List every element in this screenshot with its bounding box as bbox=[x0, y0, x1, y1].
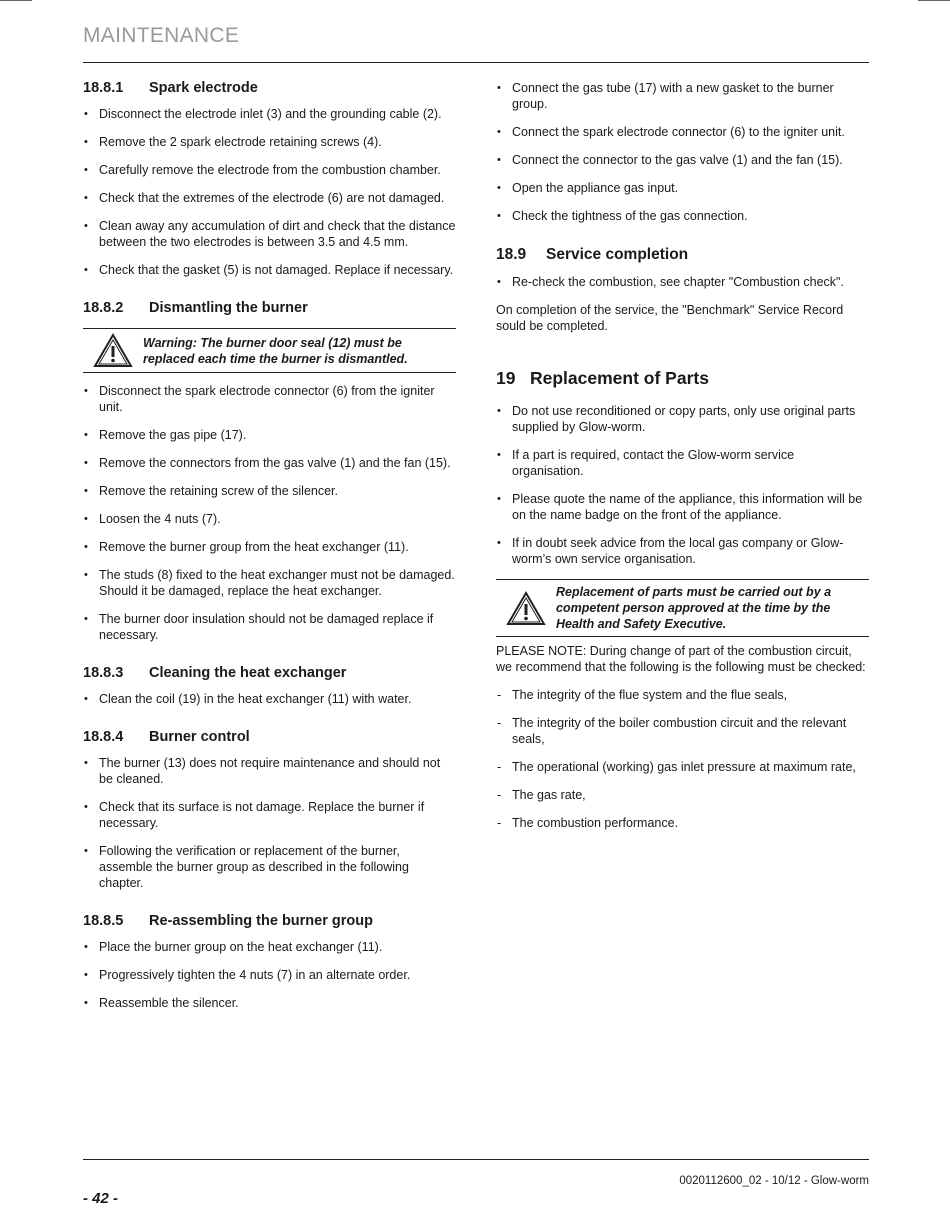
reassembly-continued-list bbox=[496, 80, 869, 224]
list-item: • Remove the burner group from the heat exchanger (11). bbox=[83, 539, 456, 555]
list-item: • Clean away any accumulation of dirt and check that the distance between the two electrodes is between 3.5 and 4.5 mm. bbox=[83, 218, 456, 250]
list-item: • Loosen the 4 nuts (7). bbox=[83, 511, 456, 527]
section-18-8-4-heading bbox=[83, 729, 456, 745]
list-item: • Do not use reconditioned or copy parts, only use original parts supplied by Glow-worm. bbox=[496, 403, 869, 435]
list-item: • Connect the spark electrode connector (6) to the igniter unit. bbox=[496, 124, 869, 140]
section-title: Re-assembling the burner group bbox=[149, 913, 373, 929]
warning-text: Replacement of parts must be carried out by a competent person approved at the time by the Health and Safety Executive. bbox=[556, 585, 832, 631]
list-item: • Remove the 2 spark electrode retaining screws (4). bbox=[83, 134, 456, 150]
dismantling-burner-list bbox=[83, 383, 456, 643]
section-18-8-5-heading bbox=[83, 913, 456, 929]
section-number: 18.9 bbox=[496, 246, 527, 263]
list-item: • Connect the connector to the gas valve (1) and the fan (15). bbox=[496, 152, 869, 168]
footer-divider bbox=[83, 1159, 869, 1160]
list-item: • Please quote the name of the appliance, this information will be on the name badge on the front of the appliance. bbox=[496, 491, 869, 523]
list-item: • Re-check the combustion, see chapter "Combustion check". bbox=[496, 274, 869, 290]
list-item: • The studs (8) fixed to the heat exchanger must not be damaged. Should it be damaged, replace the heat exchanger. bbox=[83, 567, 456, 599]
please-note-paragraph: PLEASE NOTE: During change of part of the combustion circuit, we recommend that the following is the following must be checked: bbox=[496, 644, 866, 674]
list-item: • Check that its surface is not damage. Replace the burner if necessary. bbox=[83, 799, 456, 831]
list-item: • The burner (13) does not require maintenance and should not be cleaned. bbox=[83, 755, 456, 787]
list-item: • Place the burner group on the heat exchanger (11). bbox=[83, 939, 456, 955]
list-item: • Carefully remove the electrode from the combustion chamber. bbox=[83, 162, 456, 178]
burner-seal-warning bbox=[83, 328, 456, 373]
page-header-title: MAINTENANCE bbox=[83, 24, 240, 47]
list-item: • Remove the connectors from the gas valve (1) and the fan (15). bbox=[83, 455, 456, 471]
section-18-8-3-heading bbox=[83, 665, 456, 681]
competent-person-warning bbox=[496, 579, 869, 637]
section-number: 18.8.1 bbox=[83, 80, 124, 96]
section-title: Dismantling the burner bbox=[149, 300, 308, 316]
section-title: Replacement of Parts bbox=[530, 368, 709, 388]
service-completion-paragraph: On completion of the service, the "Benchmark" Service Record sould be completed. bbox=[496, 303, 844, 333]
header-divider bbox=[83, 62, 869, 63]
section-18-8-2-heading bbox=[83, 300, 456, 316]
section-title: Burner control bbox=[149, 729, 250, 745]
section-title: Cleaning the heat exchanger bbox=[149, 665, 347, 681]
section-title: Service completion bbox=[546, 246, 689, 263]
list-item: • Check that the extremes of the electrode (6) are not damaged. bbox=[83, 190, 456, 206]
section-number: 18.8.2 bbox=[83, 300, 124, 316]
list-item: • The burner door insulation should not be damaged replace if necessary. bbox=[83, 611, 456, 643]
warning-triangle-icon bbox=[83, 333, 143, 368]
right-column bbox=[496, 80, 869, 843]
list-item: • If in doubt seek advice from the local gas company or Glow-worm’s own service organisation. bbox=[496, 535, 869, 567]
list-item: • Reassemble the silencer. bbox=[83, 995, 456, 1011]
list-item: • Check the tightness of the gas connection. bbox=[496, 208, 869, 224]
list-item: • Progressively tighten the 4 nuts (7) in an alternate order. bbox=[83, 967, 456, 983]
list-item: • Following the verification or replacement of the burner, assemble the burner group as described in the following chapter. bbox=[83, 843, 456, 891]
list-item: • Clean the coil (19) in the heat exchanger (11) with water. bbox=[83, 691, 456, 707]
list-item: • Check that the gasket (5) is not damaged. Replace if necessary. bbox=[83, 262, 456, 278]
section-number: 18.8.4 bbox=[83, 729, 124, 745]
section-title: Spark electrode bbox=[149, 80, 258, 96]
page-number: - 42 - bbox=[83, 1190, 119, 1207]
warning-triangle-icon bbox=[496, 591, 556, 626]
checks-list bbox=[496, 687, 869, 831]
list-item: - The integrity of the boiler combustion circuit and the relevant seals, bbox=[496, 715, 869, 747]
crop-mark-left bbox=[0, 0, 32, 1]
spark-electrode-list bbox=[83, 106, 456, 278]
list-item: - The operational (working) gas inlet pressure at maximum rate, bbox=[496, 759, 869, 775]
list-item: • Remove the retaining screw of the silencer. bbox=[83, 483, 456, 499]
section-18-8-1-heading bbox=[83, 80, 456, 96]
replacement-parts-list bbox=[496, 403, 869, 567]
service-completion-list bbox=[496, 274, 869, 290]
section-number: 18.8.3 bbox=[83, 665, 124, 681]
list-item: • Disconnect the spark electrode connector (6) from the igniter unit. bbox=[83, 383, 456, 415]
list-item: - The gas rate, bbox=[496, 787, 869, 803]
list-item: • Connect the gas tube (17) with a new gasket to the burner group. bbox=[496, 80, 869, 112]
cleaning-heat-exchanger-list bbox=[83, 691, 456, 707]
section-18-9-heading bbox=[496, 246, 869, 264]
list-item: - The combustion performance. bbox=[496, 815, 869, 831]
section-number: 19 bbox=[496, 368, 516, 388]
reassembling-burner-list bbox=[83, 939, 456, 1011]
list-item: • If a part is required, contact the Glow-worm service organisation. bbox=[496, 447, 869, 479]
footer-document-reference: 0020112600_02 - 10/12 - Glow-worm bbox=[679, 1175, 869, 1187]
list-item: - The integrity of the flue system and the flue seals, bbox=[496, 687, 869, 703]
section-19-heading bbox=[496, 368, 869, 389]
left-column bbox=[83, 80, 456, 1023]
list-item: • Disconnect the electrode inlet (3) and the grounding cable (2). bbox=[83, 106, 456, 122]
warning-text: Warning: The burner door seal (12) must be replaced each time the burner is dismantled. bbox=[143, 335, 408, 366]
list-item: • Remove the gas pipe (17). bbox=[83, 427, 456, 443]
crop-mark-right bbox=[918, 0, 950, 1]
burner-control-list bbox=[83, 755, 456, 891]
section-number: 18.8.5 bbox=[83, 913, 124, 929]
list-item: • Open the appliance gas input. bbox=[496, 180, 869, 196]
